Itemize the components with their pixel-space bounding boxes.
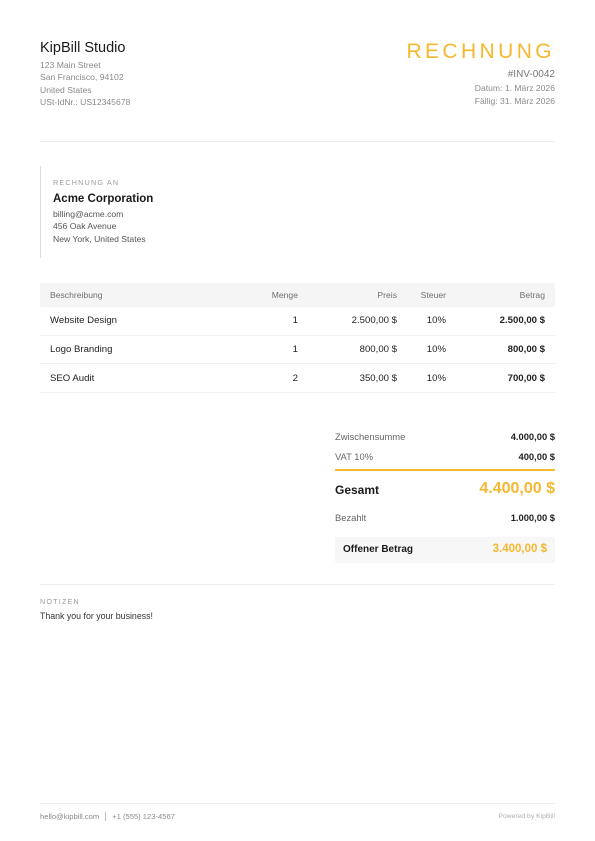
subtotal-label: Zwischensumme xyxy=(335,431,406,442)
row-price: 2.500,00 $ xyxy=(351,315,397,327)
row-description: Logo Branding xyxy=(50,344,113,356)
balance-due-row xyxy=(335,537,555,563)
balance-due-label: Offener Betrag xyxy=(343,544,414,555)
powered-by: Powered by KipBill xyxy=(498,813,555,820)
footer-divider xyxy=(40,803,555,804)
row-tax: 10% xyxy=(426,372,446,384)
vat-label: VAT 10% xyxy=(335,451,374,462)
row-amount: 800,00 $ xyxy=(507,344,545,356)
row-price: 350,00 $ xyxy=(359,372,397,384)
invoice-date: Datum: 1. März 2026 xyxy=(474,82,555,93)
footer-separator xyxy=(105,812,106,821)
totals-block xyxy=(335,428,555,563)
notes-label: NOTIZEN xyxy=(40,597,80,606)
company-address-line2: San Francisco, 94102 xyxy=(40,72,124,83)
grand-total-row xyxy=(335,471,555,509)
row-description: SEO Audit xyxy=(50,372,95,384)
company-country: United States xyxy=(40,84,92,95)
header-quantity: Menge xyxy=(271,290,298,300)
client-email: billing@acme.com xyxy=(53,209,124,219)
row-price: 800,00 $ xyxy=(359,344,397,356)
invoice-due-date: Fällig: 31. März 2026 xyxy=(474,96,555,107)
bill-to-label: RECHNUNG AN xyxy=(53,178,120,187)
paid-label: Bezahlt xyxy=(335,512,367,523)
footer-contact xyxy=(40,812,175,821)
notes-divider xyxy=(40,584,555,585)
header-tax: Steuer xyxy=(420,290,446,300)
invoice-number: #INV-0042 xyxy=(507,69,555,80)
vat-row xyxy=(335,448,555,468)
footer-email: hello@kipbill.com xyxy=(40,812,100,821)
paid-value: 1.000,00 $ xyxy=(510,512,555,523)
footer-phone: +1 (555) 123-4567 xyxy=(112,812,175,821)
header-description: Beschreibung xyxy=(50,290,103,300)
invoice-meta xyxy=(475,68,555,109)
row-tax: 10% xyxy=(426,344,446,356)
bill-to-block xyxy=(40,166,240,258)
grand-total-value: 4.400,00 $ xyxy=(479,480,555,497)
row-amount: 2.500,00 $ xyxy=(499,315,545,327)
document-title: RECHNUNG xyxy=(406,40,555,63)
table-row xyxy=(40,364,555,393)
header-price: Preis xyxy=(377,290,397,300)
row-quantity: 1 xyxy=(292,344,298,356)
grand-total-label: Gesamt xyxy=(335,483,380,497)
line-items-table xyxy=(40,283,555,393)
balance-due-value: 3.400,00 $ xyxy=(492,543,547,555)
row-description: Website Design xyxy=(50,315,118,327)
table-header xyxy=(40,283,555,307)
subtotal-value: 4.000,00 $ xyxy=(510,431,555,442)
table-row xyxy=(40,307,555,336)
company-name: KipBill Studio xyxy=(40,40,126,56)
table-row xyxy=(40,336,555,365)
company-address-line1: 123 Main Street xyxy=(40,60,101,70)
client-city: New York, United States xyxy=(53,233,146,244)
header-amount: Betrag xyxy=(519,290,545,300)
paid-row xyxy=(335,509,555,531)
vat-value: 400,00 $ xyxy=(518,451,555,462)
company-address xyxy=(40,59,130,109)
subtotal-row xyxy=(335,428,555,448)
header-divider xyxy=(40,141,555,142)
client-details xyxy=(53,208,240,245)
row-tax: 10% xyxy=(426,315,446,327)
client-name: Acme Corporation xyxy=(53,193,154,205)
company-tax-id: USt-IdNr.: US12345678 xyxy=(40,97,131,108)
notes-text: Thank you for your business! xyxy=(40,611,153,621)
row-amount: 700,00 $ xyxy=(507,372,545,384)
row-quantity: 1 xyxy=(292,315,298,327)
row-quantity: 2 xyxy=(292,372,298,384)
client-street: 456 Oak Avenue xyxy=(53,221,117,232)
